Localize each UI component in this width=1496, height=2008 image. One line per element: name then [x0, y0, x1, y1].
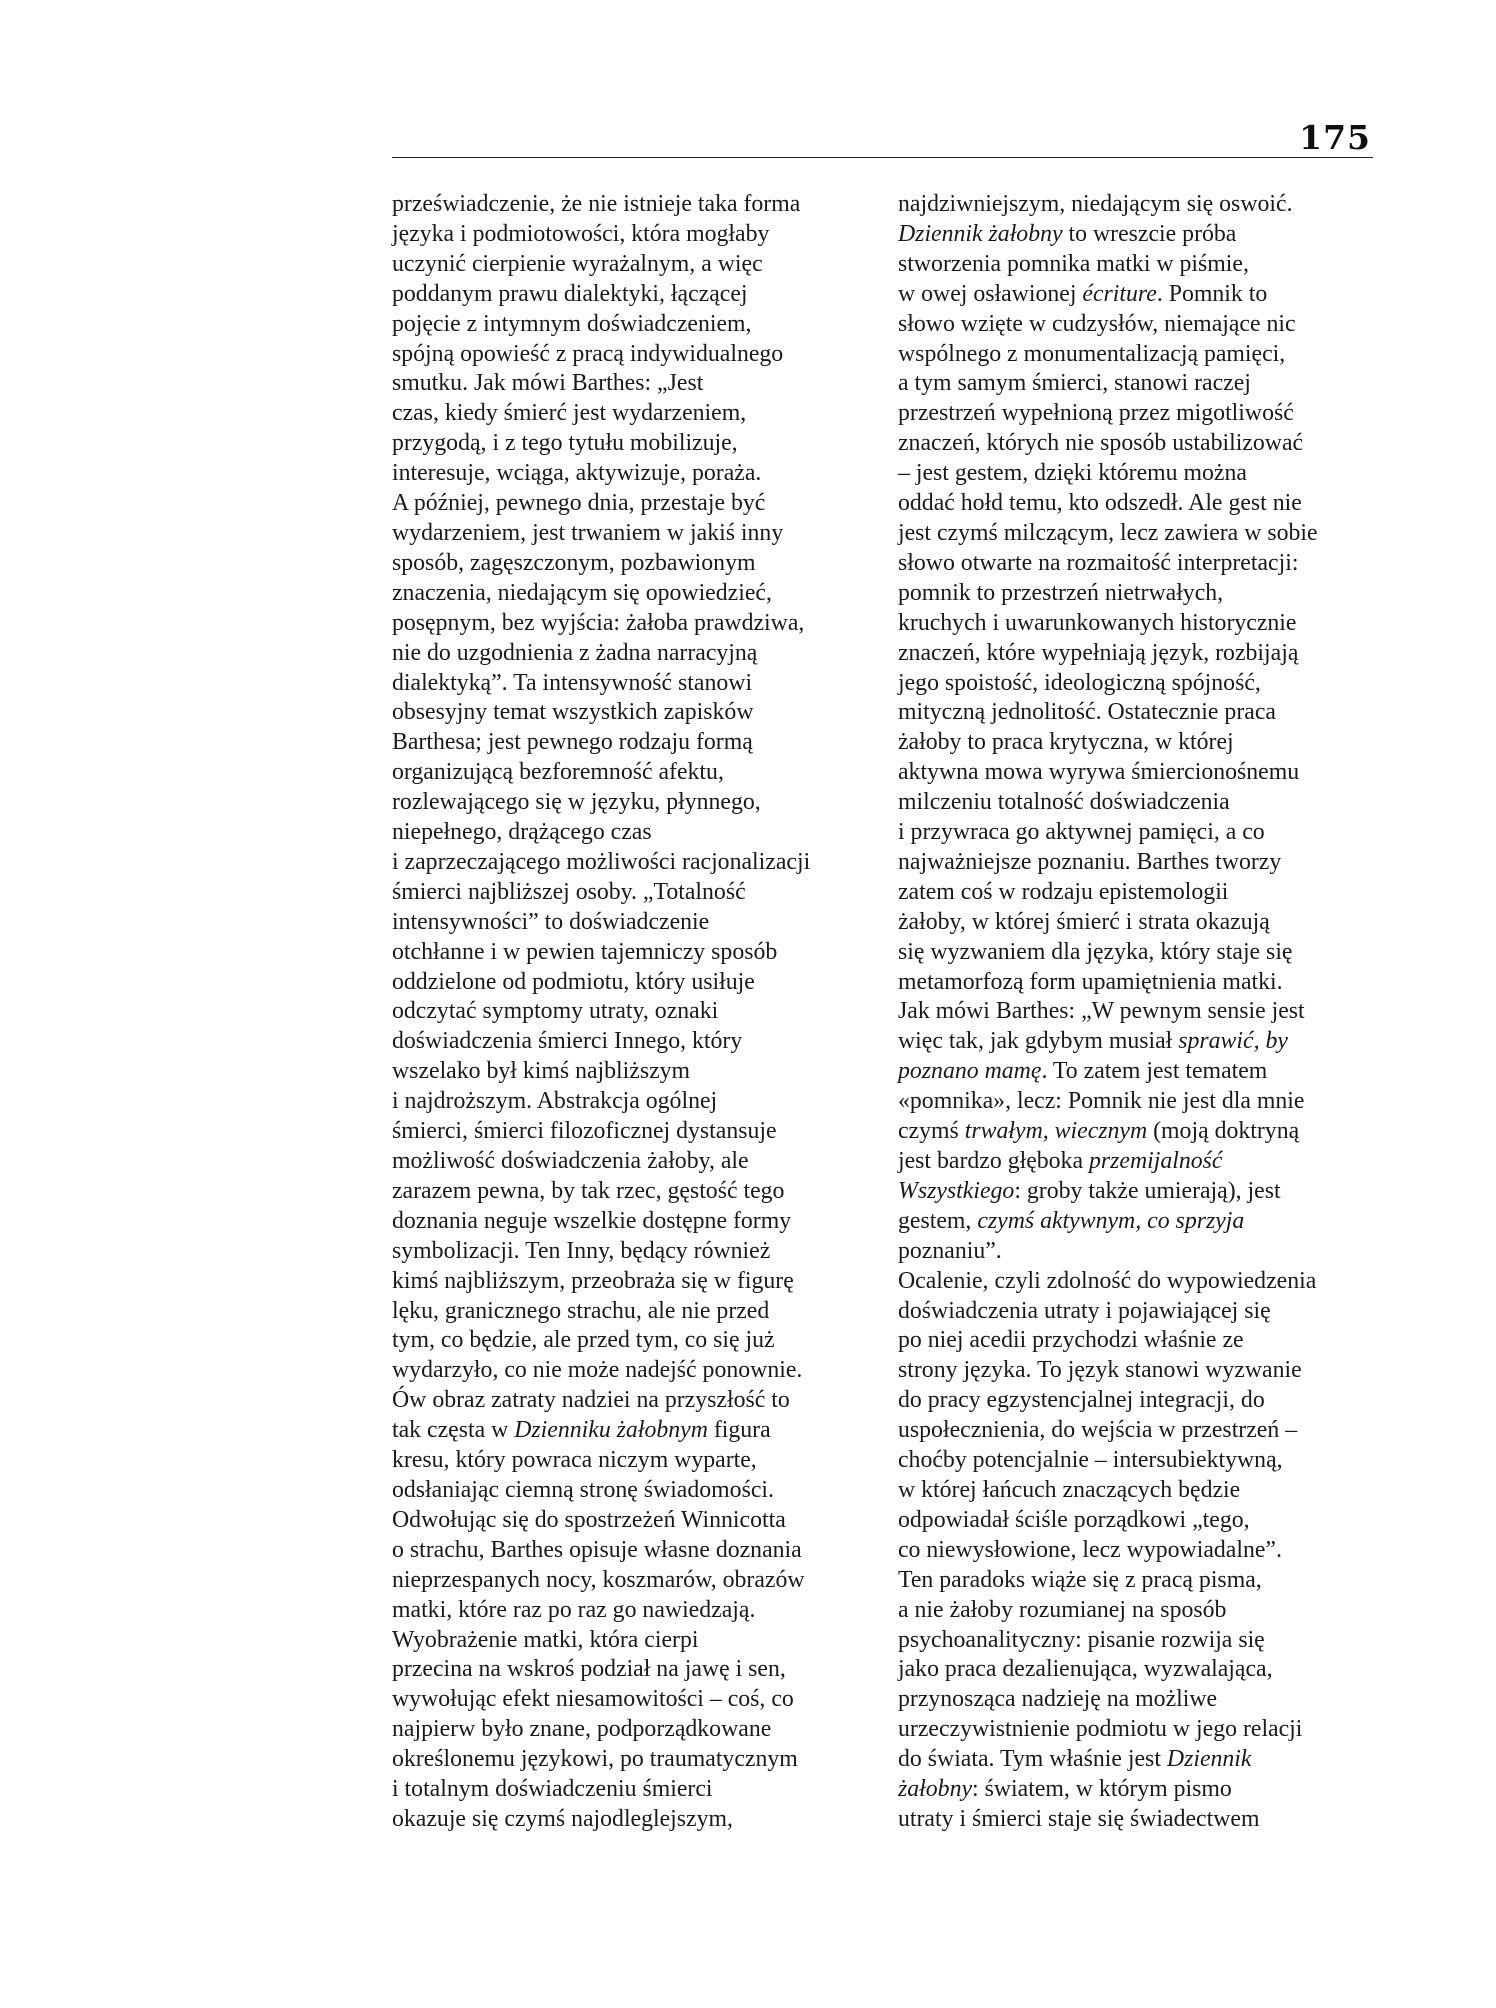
text-run: możliwość doświadczenia żałoby, ale [392, 1148, 749, 1174]
text-run: do pracy egzystencjalnej integracji, do [898, 1387, 1265, 1414]
text-line [392, 429, 862, 459]
text-line [392, 1297, 862, 1327]
text-line [392, 1596, 862, 1626]
text-run: uczynić cierpienie wyrażalnym, a więc [392, 250, 763, 277]
text-run: strony języka. To język stanowi wyzwanie [898, 1357, 1302, 1384]
text-run: rozlewającego się w języku, płynnego, [392, 789, 761, 816]
header-rule [392, 157, 1373, 158]
text-run: i totalnym doświadczeniu śmierci [392, 1776, 713, 1803]
text-run: poznaniu”. [898, 1237, 1002, 1264]
text-run: a tym samym śmierci, stanowi raczej [898, 370, 1251, 397]
text-line [898, 1745, 1368, 1775]
text-run: urzeczywistnienie podmiotu w jego relacji [898, 1716, 1303, 1743]
text-line [392, 250, 862, 280]
text-run: okazuje się czymś najodleglejszym, [392, 1805, 733, 1832]
text-run: odczytać symptomy utraty, oznaki [392, 998, 719, 1025]
text-line [898, 938, 1368, 968]
text-run: po niej acedii przychodzi właśnie ze [898, 1327, 1244, 1354]
text-line [898, 1626, 1368, 1656]
text-line [898, 1117, 1368, 1147]
text-line [392, 968, 862, 998]
text-line [392, 1566, 862, 1596]
text-run: Barthesa; jest pewnego rodzaju formą [392, 729, 753, 756]
text-run: przynosząca nadzieję na możliwe [898, 1686, 1218, 1713]
text-line [392, 519, 862, 549]
text-run: odsłaniając ciemną stronę świadomości. [392, 1476, 774, 1503]
text-run: się wyzwaniem dla języka, który staje się [898, 938, 1293, 965]
text-run: otchłanne i w pewien tajemniczy sposób [392, 938, 778, 965]
text-run: milczeniu totalność doświadczenia [898, 789, 1230, 816]
italic-run: poznano mamę [898, 1058, 1042, 1085]
text-line [898, 519, 1368, 549]
text-line [392, 997, 862, 1027]
text-line [898, 878, 1368, 908]
text-line [898, 818, 1368, 848]
text-line [392, 549, 862, 579]
text-run: mityczną jednolitość. Ostatecznie praca [898, 699, 1276, 726]
italic-run: żałobny [898, 1776, 973, 1803]
text-line [898, 549, 1368, 579]
text-line [392, 1446, 862, 1476]
text-line [392, 1506, 862, 1536]
italic-run: trwałym, wiecznym [964, 1118, 1148, 1145]
text-line [392, 639, 862, 669]
text-run: choćby potencjalnie – intersubiektywną, [898, 1447, 1283, 1474]
text-run: «pomnika», lecz: Pomnik nie jest dla mnie [898, 1088, 1305, 1115]
text-run: aktywna mowa wyrywa śmiercionośnemu [898, 759, 1300, 786]
text-run: i zaprzeczającego możliwości racjonalizacji [392, 848, 811, 875]
text-line [898, 1566, 1368, 1596]
text-line [392, 1027, 862, 1057]
text-run: kimś najbliższym, przeobraża się w figurę [392, 1267, 794, 1294]
text-line [898, 1536, 1368, 1566]
italic-run: Wszystkiego [898, 1177, 1015, 1204]
text-run: wywołując efekt niesamowitości – coś, co [392, 1686, 794, 1713]
text-line [392, 818, 862, 848]
text-line [392, 1267, 862, 1297]
text-run: żałoby to praca krytyczna, w której [898, 729, 1234, 756]
italic-run: Dziennik [1166, 1746, 1252, 1773]
text-line [898, 250, 1368, 280]
text-line [392, 1356, 862, 1386]
text-run: śmierci najbliższej osoby. „Totalność [392, 878, 746, 905]
text-line [898, 1326, 1368, 1356]
text-line [392, 758, 862, 788]
italic-run: przemijalność [1088, 1148, 1223, 1174]
text-run: . To zatem jest tematem [1041, 1058, 1268, 1085]
text-run: oddać hołd temu, kto odszedł. Ale gest nie [898, 490, 1302, 517]
text-run: doznania neguje wszelkie dostępne formy [392, 1207, 792, 1234]
text-line [898, 1207, 1368, 1237]
text-line [898, 908, 1368, 938]
text-line [898, 220, 1368, 250]
text-line [898, 1416, 1368, 1446]
text-run: kruchych i uwarunkowanych historycznie [898, 609, 1297, 636]
text-column-right [898, 190, 1368, 1835]
text-run: i najdroższym. Abstrakcja ogólnej [392, 1088, 718, 1115]
text-run: : światem, w którym pismo [972, 1776, 1232, 1803]
text-run: Wyobrażenie matki, która cierpi [392, 1626, 699, 1653]
text-line [898, 1177, 1368, 1207]
text-run: stworzenia pomnika matki w piśmie, [898, 250, 1249, 277]
text-run: sposób, zagęszczonym, pozbawionym [392, 549, 756, 576]
text-line [898, 1356, 1368, 1386]
text-line [898, 968, 1368, 998]
text-run: (moją doktryną [1147, 1118, 1300, 1145]
text-run: języka i podmiotowości, która mogłaby [392, 220, 770, 247]
text-line [898, 1685, 1368, 1715]
text-line [392, 1326, 862, 1356]
text-run: kresu, który powraca niczym wyparte, [392, 1447, 757, 1474]
text-line [392, 609, 862, 639]
text-run: posępnym, bez wyjścia: żałoba prawdziwa, [392, 609, 805, 636]
text-run: figura [707, 1417, 771, 1444]
text-run: co niewysłowione, lecz wypowiadalne”. [898, 1536, 1282, 1563]
text-run: obsesyjny temat wszystkich zapisków [392, 699, 754, 726]
text-run: psychoanalityczny: pisanie rozwija się [898, 1626, 1265, 1653]
text-line [898, 1027, 1368, 1057]
text-line [898, 1386, 1368, 1416]
italic-run: écriture [1082, 280, 1157, 307]
text-run: czymś [898, 1118, 965, 1145]
text-line [898, 1715, 1368, 1745]
text-run: jego spoistość, ideologiczną spójność, [898, 669, 1261, 696]
text-line [392, 190, 862, 220]
text-line [392, 1685, 862, 1715]
text-line [898, 310, 1368, 340]
text-run: Jak mówi Barthes: „W pewnym sensie jest [898, 998, 1305, 1025]
text-line [898, 1476, 1368, 1506]
text-line [392, 1386, 862, 1416]
text-run: żałoby, w której śmierć i strata okazują [898, 908, 1270, 935]
text-line [898, 1267, 1368, 1297]
text-line [392, 1805, 862, 1835]
text-run: spójną opowieść z pracą indywidualnego [392, 340, 784, 367]
text-line [392, 669, 862, 699]
text-run: znaczenia, niedającym się opowiedzieć, [392, 579, 772, 606]
text-line [392, 938, 862, 968]
text-line [898, 1237, 1368, 1267]
text-column-left [392, 190, 862, 1835]
text-line [898, 698, 1368, 728]
text-line [898, 639, 1368, 669]
text-run: metamorfozą form upamiętnienia matki. [898, 968, 1283, 995]
text-line [392, 1177, 862, 1207]
text-run: słowo otwarte na rozmaitość interpretacji: [898, 549, 1299, 576]
text-run: tak częsta w [392, 1417, 515, 1444]
text-run: tym, co będzie, ale przed tym, co się już [392, 1327, 775, 1354]
text-run: pojęcie z intymnym doświadczeniem, [392, 310, 752, 337]
text-run: więc tak, jak gdybym musiał [898, 1028, 1179, 1055]
text-run: określonemu językowi, po traumatycznym [392, 1746, 798, 1773]
text-line [392, 1745, 862, 1775]
page-number: 175 [1299, 118, 1371, 157]
text-run: Ten paradoks wiąże się z pracą pisma, [898, 1566, 1262, 1593]
text-line [392, 1775, 862, 1805]
text-run: najważniejsze poznaniu. Barthes tworzy [898, 848, 1282, 875]
italic-run: Dzienniku żałobnym [514, 1417, 708, 1444]
text-run: wydarzeniem, jest trwaniem w jakiś inny [392, 519, 784, 546]
text-run: gestem, [898, 1207, 978, 1234]
text-run: znaczeń, których nie sposób ustabilizować [898, 430, 1304, 457]
text-line [392, 848, 862, 878]
text-line [392, 340, 862, 370]
text-line [898, 997, 1368, 1027]
text-run: utraty i śmierci staje się świadectwem [898, 1805, 1260, 1832]
text-run: przeświadczenie, że nie istnieje taka forma [392, 191, 801, 217]
text-run: organizującą bezforemność afektu, [392, 759, 724, 786]
text-line [392, 1057, 862, 1087]
italic-run: Dziennik żałobny [898, 220, 1063, 247]
text-run: lęku, granicznego strachu, ale nie przed [392, 1297, 770, 1324]
text-line [898, 1087, 1368, 1117]
text-line [898, 190, 1368, 220]
text-line [898, 848, 1368, 878]
text-line [392, 1147, 862, 1177]
text-line [392, 1416, 862, 1446]
text-line [392, 698, 862, 728]
text-run: czas, kiedy śmierć jest wydarzeniem, [392, 400, 747, 427]
text-run: zarazem pewna, by tak rzec, gęstość tego [392, 1177, 785, 1204]
text-run: przecina na wskroś podział na jawę i sen, [392, 1656, 786, 1683]
text-run: odpowiadał ściśle porządkowi „tego, [898, 1506, 1250, 1533]
text-line [898, 280, 1368, 310]
text-line [898, 788, 1368, 818]
italic-run: sprawić, by [1178, 1028, 1288, 1055]
text-run: pomnik to przestrzeń nietrwałych, [898, 579, 1224, 606]
text-line [392, 399, 862, 429]
text-run: matki, które raz po raz go nawiedzają. [392, 1596, 756, 1623]
text-run: jako praca dezalienująca, wyzwalająca, [898, 1656, 1273, 1683]
text-run: smutku. Jak mówi Barthes: „Jest [392, 370, 704, 397]
text-line [898, 429, 1368, 459]
text-line [898, 758, 1368, 788]
text-line [898, 1775, 1368, 1805]
text-run: do świata. Tym właśnie jest [898, 1746, 1167, 1773]
text-run: i przywraca go aktywnej pamięci, a co [898, 819, 1265, 846]
text-run: nie do uzgodnienia z żadna narracyjną [392, 639, 758, 666]
text-run: intensywności” to doświadczenie [392, 908, 710, 935]
text-run: interesuje, wciąga, aktywizuje, poraża. [392, 460, 762, 487]
text-line [392, 1476, 862, 1506]
text-run: o strachu, Barthes opisuje własne doznania [392, 1536, 802, 1563]
text-line [392, 1087, 862, 1117]
text-run: w której łańcuch znaczących będzie [898, 1476, 1241, 1503]
text-run: zatem coś w rodzaju epistemologii [898, 878, 1229, 905]
text-run: uspołecznienia, do wejścia w przestrzeń – [898, 1417, 1298, 1444]
text-line [392, 489, 862, 519]
text-run: oddzielone od podmiotu, który usiłuje [392, 968, 755, 995]
text-line [898, 579, 1368, 609]
text-run: jest czymś milczącym, lecz zawiera w sobie [898, 519, 1318, 546]
text-line [392, 1237, 862, 1267]
text-run: wszelako był kimś najbliższym [392, 1058, 691, 1085]
text-line [898, 1596, 1368, 1626]
text-run: symbolizacji. Ten Inny, będący również [392, 1237, 771, 1264]
text-line [392, 1536, 862, 1566]
text-run: najpierw było znane, podporządkowane [392, 1716, 772, 1743]
text-run: śmierci, śmierci filozoficznej dystansuje [392, 1118, 777, 1145]
text-run: poddanym prawu dialektyki, łączącej [392, 280, 748, 307]
text-line [392, 1715, 862, 1745]
text-run: . Pomnik to [1156, 280, 1268, 307]
text-run: a nie żałoby rozumianej na sposób [898, 1596, 1227, 1623]
text-run: – jest gestem, dzięki któremu można [898, 460, 1247, 487]
text-line [392, 1626, 862, 1656]
text-line [392, 1655, 862, 1685]
text-run: wydarzyło, co nie może nadejść ponownie. [392, 1357, 803, 1384]
text-line [392, 1207, 862, 1237]
text-line [898, 1297, 1368, 1327]
text-run: to wreszcie próba [1062, 220, 1237, 247]
text-line [392, 788, 862, 818]
text-run: nieprzespanych nocy, koszmarów, obrazów [392, 1566, 805, 1593]
text-run: przestrzeń wypełnioną przez migotliwość [898, 400, 1294, 427]
text-line [392, 579, 862, 609]
text-run: Ów obraz zatraty nadziei na przyszłość to [392, 1387, 790, 1414]
text-line [898, 340, 1368, 370]
text-line [392, 878, 862, 908]
text-run: doświadczenia utraty i pojawiającej się [898, 1297, 1271, 1324]
text-run: niepełnego, drążącego czas [392, 819, 652, 846]
text-line [898, 609, 1368, 639]
text-line [392, 908, 862, 938]
text-line [898, 1147, 1368, 1177]
text-run: znaczeń, które wypełniają język, rozbijają [898, 639, 1299, 666]
text-run: Ocalenie, czyli zdolność do wypowiedzenia [898, 1267, 1317, 1294]
text-line [898, 399, 1368, 429]
text-line [898, 489, 1368, 519]
text-line [898, 1655, 1368, 1685]
text-run: A później, pewnego dnia, przestaje być [392, 490, 766, 517]
text-line [392, 310, 862, 340]
text-run: jest bardzo głęboka [898, 1148, 1089, 1174]
text-line [898, 459, 1368, 489]
text-line [898, 1057, 1368, 1087]
text-line [392, 220, 862, 250]
text-line [898, 669, 1368, 699]
text-line [392, 459, 862, 489]
text-run: słowo wzięte w cudzysłów, niemające nic [898, 310, 1296, 337]
text-run: w owej osławionej [898, 280, 1083, 307]
text-line [898, 1506, 1368, 1536]
text-line [392, 1117, 862, 1147]
text-line [392, 280, 862, 310]
italic-run: czymś aktywnym, co sprzyja [977, 1207, 1245, 1234]
text-run: : groby także umierają), jest [1014, 1177, 1281, 1204]
text-line [392, 369, 862, 399]
text-line [392, 728, 862, 758]
text-run: przygodą, i z tego tytułu mobilizuje, [392, 430, 738, 457]
text-run: najdziwniejszym, niedającym się oswoić. [898, 191, 1293, 217]
text-run: Odwołując się do spostrzeżeń Winnicotta [392, 1506, 786, 1533]
text-line [898, 1805, 1368, 1835]
text-line [898, 1446, 1368, 1476]
text-run: doświadczenia śmierci Innego, który [392, 1028, 743, 1055]
text-run: wspólnego z monumentalizacją pamięci, [898, 340, 1286, 367]
text-run: dialektyką”. Ta intensywność stanowi [392, 669, 753, 696]
text-line [898, 369, 1368, 399]
text-line [898, 728, 1368, 758]
